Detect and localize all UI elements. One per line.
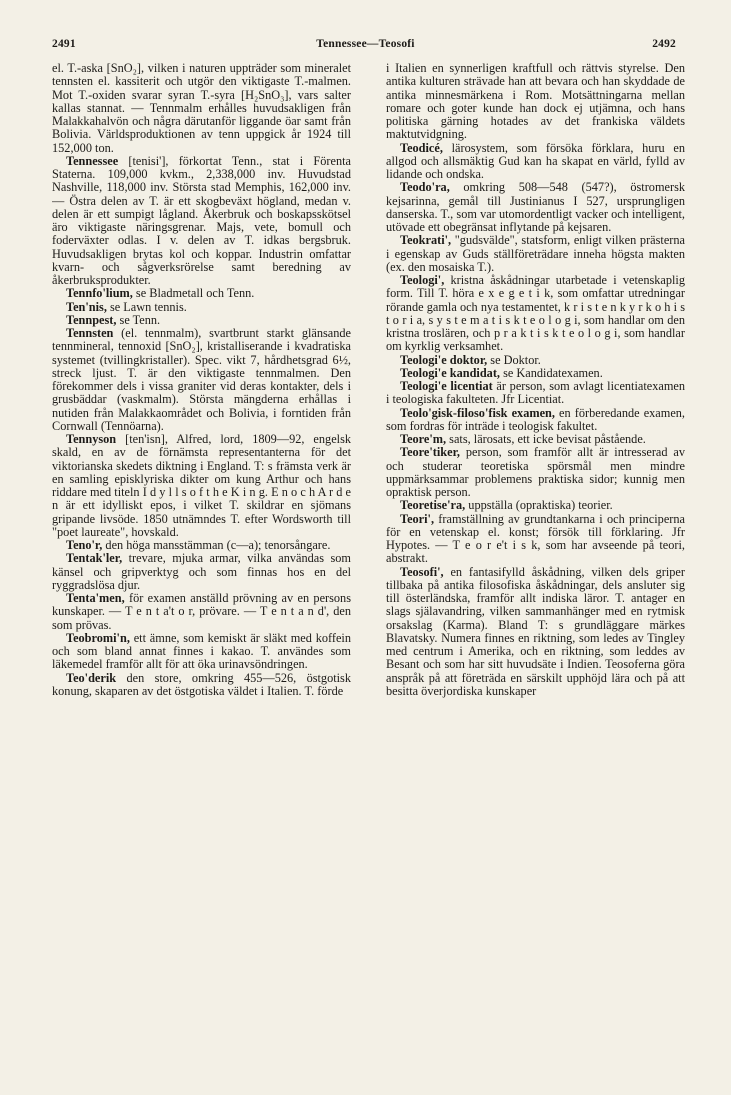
entry: Teno'r, den höga mansstämman (c—a); tenorsångare.	[66, 538, 331, 552]
entry-headword: Teolo'gisk-filoso'fisk examen,	[400, 405, 555, 420]
entry: Tenta'men, för examen anställd prövning av en persons kunskaper. — T e n t a't o r, prövare. — T e n t a n d', den som prövas.	[52, 591, 351, 632]
entry-headword: Teno'r,	[66, 538, 103, 552]
entry: Teo'derik den store, omkring 455—526, östgotisk konung, skaparen av det östgotiska väldet i Italien. T. förde	[52, 670, 351, 698]
entry: Tennessee [tenisi'], förkortat Tenn., stat i Förenta Staterna. 109,000 kvkm., 2,338,000 inv. Huvudstad Nashville, 118,000 inv. Största stad Memphis, 162,000 inv. — Östra delen av T. är ett skogbeväxt högland, medan v. delen är ett sumpigt lågland. Åkerbruk och boskapsskötsel äro viktigaste näringsgrenar. Majs, vete, bomull och foderväxter odlas. I v. delen av T. idkas bergsbruk. Huvudsakligen brytas kol och koppar. Industrin omfattar kvarn- och sågverksrörelse samt beredning av åkerbruksprodukter.	[52, 153, 351, 287]
entry-headword: Teologi'e kandidat,	[400, 365, 500, 380]
entry: Tennsten (el. tennmalm), svartbrunt starkt glänsande tennmineral, tennoxid [SnO₂], kristalliserande i kvadratiska systemet (tvillingkristaller). Spec. vikt 7, hårdhetsgrad 6½, streck ljust. T. är den viktigaste tennmalmen. Den förekommer dels i vissa graniter vid deras kontakter, dels i grusbäddar (vaskmalm). Största mängderna erhållas i nutiden från Malakkaområdet och Bolivia, i forntiden från Cornwall (Tennöarna).	[52, 326, 351, 433]
entry-headword: Teo'derik	[66, 670, 117, 685]
entry-continuation: el. T.-aska [SnO₂], vilken i naturen uppträder som mineralet tennsten el. kassiterit och utgör den viktigaste T.-malmen. Mot T.-oxiden svarar syran T.-syra [H₂SnO₃], vars salter kallas stannat. — Tennmalm erhålles huvudsakligen från Malakkahalvön och några därutanför liggande öar samt från Bolivia. Världsproduktionen av tenn uppgick år 1924 till 152,000 ton.	[52, 62, 351, 155]
entry-headword: Teoretise'ra,	[400, 498, 466, 513]
entry-headword: Tentak'ler,	[66, 551, 123, 566]
right-column	[386, 62, 685, 1062]
entry: Tennpest, se Tenn.	[66, 312, 161, 327]
entry-headword: Tennfo'lium,	[66, 286, 133, 301]
entry-headword: Teore'tiker,	[400, 445, 461, 460]
entry-headword: Tenta'men,	[66, 591, 125, 605]
entry-headword: Teologi',	[400, 273, 445, 287]
entry: Teologi', kristna åskådningar utarbetade i vetenskaplig form. Till T. höra e x e g e t i k, som omfattar utredningar rörande gamla och nya testamentet, k r i s t e n k y r k o h i s t o r i a, s y s t e m a t i s k t e o l o g i, som handlar om den kristna troslären, och p r a k t i s k t e o l o g i, som handlar om kyrklig verksamhet.	[386, 273, 685, 354]
entry: Teolo'gisk-filoso'fisk examen, en förberedande examen, som fordras för inträde i teologisk fakultet.	[386, 405, 685, 433]
entry: Teologi'e doktor, se Doktor.	[400, 352, 541, 367]
left-column	[52, 62, 351, 1062]
entry-headword: Tennsten	[66, 326, 114, 340]
running-title: Tennessee—Teosofi	[316, 38, 415, 50]
entry-headword: Teodo'ra,	[400, 180, 450, 195]
entry-headword: Teobromi'n,	[66, 630, 130, 645]
entry: Tennfo'lium, se Bladmetall och Tenn.	[66, 286, 255, 301]
entry-headword: Teologi'e doktor,	[400, 352, 488, 367]
entry: Teokrati', "gudsvälde", statsform, enligt vilken prästerna i egenskap av Guds ställföreträdare inneha högsta makten (ex. den mosaiska T.).	[386, 233, 685, 274]
entry: Teore'tiker, person, som framför allt är intresserad av och studerar teoretiska spörsmål men mindre uppmärksammar problemens praktiska sidor; kunnig men opraktisk person.	[386, 445, 685, 499]
entry-headword: Teologi'e licentiat	[400, 379, 493, 393]
entry: Teodicé, lärosystem, som försöka förklara, huru en allgod och allsmäktig Gud kan ha skapat en värld, fylld av lidande och ondska.	[386, 140, 685, 181]
page-number-left: 2491	[52, 38, 76, 50]
entry-headword: Tennpest,	[66, 312, 117, 327]
entry: Teobromi'n, ett ämne, som kemiskt är släkt med koffein och som bland annat finnes i kakao. T. användes som läkemedel framför allt för att öka urinavsöndringen.	[52, 630, 351, 672]
entry: Teosofi', en fantasifylld åskådning, vilken dels griper tillbaka på antika filosofiska åskådningar, dels ansluter sig till österländska, framför allt indiska läror. T. antager en slags själavandring, vilken sammanhänger med en rytmisk orsakslag (Karma). Bland T: s grundläggare märkes Blavatsky. Numera finnes en riktning, som ledes av Tingley med centrum i Amerika, och en riktning, som leddes av Besant och som har sitt huvudsäte i Indien. Teosoferna göra anspråk på att företräda en särskilt upphöjd lära och på att besitta överjordiska kunskaper	[386, 564, 685, 698]
page-number-right: 2492	[652, 38, 676, 50]
entry-headword: Teosofi',	[400, 564, 444, 579]
entry: Teori', framställning av grundtankarna i och principerna för en vetenskap el. konst; försök till förklaring. Jfr Hypotes. — T e o r e't i s k, som har avseende på teori, abstrakt.	[386, 511, 685, 566]
entry-headword: Tennessee	[66, 153, 119, 168]
entry-headword: Tennyson	[66, 432, 117, 446]
entry: Ten'nis, se Lawn tennis.	[66, 299, 187, 314]
entry: Teologi'e kandidat, se Kandidatexamen.	[400, 365, 603, 380]
entry-headword: Ten'nis,	[66, 299, 107, 314]
entry-headword: Teokrati',	[400, 233, 452, 248]
entry: Tentak'ler, trevare, mjuka armar, vilka användas som känsel och gripverktyg och som finnas hos en del ryggradslösa djur.	[52, 551, 351, 592]
entry: Teodo'ra, omkring 508—548 (547?), östromersk kejsarinna, gemål till Justinianus I 527, ursprungligen danserska. T., som var utomordentligt vacker och intelligent, utövade ett obegränsat inflytande på kejsaren.	[386, 180, 685, 234]
entry-headword: Teori',	[400, 511, 435, 526]
entry: Teoretise'ra, uppställa (opraktiska) teorier.	[400, 498, 613, 513]
entry-headword: Teodicé,	[400, 140, 443, 155]
entry-headword: Teore'm,	[400, 432, 447, 446]
entry-continuation: i Italien en synnerligen kraftfull och rättvis styrelse. Den antika kulturen strävade han att bevara och han skyddade de antika minnesmärkena i Rom. Motsättningarna mellan romare och goter kunde han dock ej utjämna, och hans politiska gärning hotades av det frankiska väldets maktutvidgning.	[386, 62, 685, 142]
entry: Teore'm, sats, lärosats, ett icke bevisat påstående.	[400, 432, 646, 446]
entry: Tennyson [ten'isn], Alfred, lord, 1809—92, engelsk skald, en av de förnämsta representanterna för det viktorianska skedets diktning i England. T: s främsta verk är en samling episklyriska dikter om kung Arthur och hans riddare med titeln I d y l l s o f t h e K i n g. E n o c h A r d e n är ett idylliskt epos, i vilket T. skildrar en sjömans gripande livsöde. 1850 utnämndes T. efter Wordsworth till "poet laureate", hovskald.	[52, 432, 351, 539]
entry: Teologi'e licentiat är person, som avlagt licentiatexamen i teologiska fakulteten. Jfr Licentiat.	[386, 379, 685, 407]
